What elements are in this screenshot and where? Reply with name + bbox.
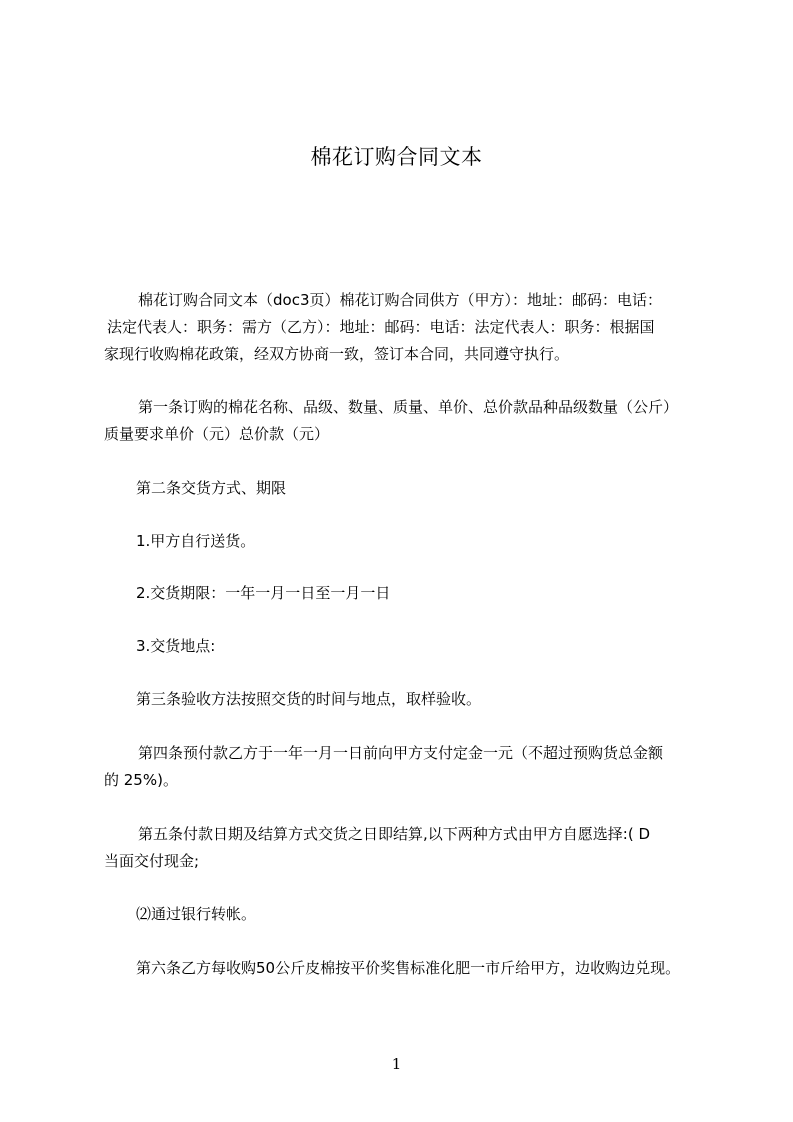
paragraph-line: 家现行收购棉花政策，经双方协商一致，签订本合同，共同遵守执行。 <box>104 345 570 363</box>
paragraph-line: 第四条预付款乙方于一年一月一日前向甲方支付定金一元（不超过预购货总金额 <box>138 744 664 762</box>
paragraph-article-4 <box>104 740 704 794</box>
paragraph-line: 第二条交货方式、期限 <box>136 479 287 497</box>
paragraph-line: 的 25%)。 <box>104 771 178 789</box>
paragraph-article-3 <box>104 686 704 713</box>
paragraph-line: 当面交付现金; <box>104 852 200 870</box>
paragraph-line: 第一条订购的棉花名称、品级、数量、质量、单价、总价款品种品级数量（公斤） <box>138 398 679 416</box>
paragraph-article-1 <box>104 394 704 448</box>
paragraph-article-6 <box>104 955 704 982</box>
paragraph-intro <box>104 287 704 368</box>
paragraph-item-1 <box>104 528 704 555</box>
paragraph-article-5 <box>104 821 704 875</box>
paragraph-article-2 <box>104 475 704 502</box>
paragraph-item-bank <box>104 901 704 928</box>
document-title: 棉花订购合同文本 <box>310 145 483 169</box>
paragraph-line: 法定代表人：职务：需方（乙方）：地址：邮码：电话：法定代表人：职务：根据国 <box>107 318 655 336</box>
page-number: 1 <box>391 1055 402 1073</box>
paragraph-line: 第三条验收方法按照交货的时间与地点，取样验收。 <box>136 690 482 708</box>
paragraph-line: 质量要求单价（元）总价款（元） <box>104 425 330 443</box>
paragraph-line: 第六条乙方每收购50公斤皮棉按平价奖售标准化肥一市斤给甲方，边收购边兑现。 <box>136 959 681 977</box>
paragraph-line: 3.交货地点: <box>136 637 216 655</box>
paragraph-line: 2.交货期限：一年一月一日至一月一日 <box>136 584 391 602</box>
paragraph-line: 第五条付款日期及结算方式交货之日即结算,以下两种方式由甲方自愿选择:( D <box>138 825 650 843</box>
paragraph-line: ⑵通过银行转帐。 <box>136 905 257 923</box>
paragraph-line: 棉花订购合同文本（doc3页）棉花订购合同供方（甲方）：地址：邮码：电话： <box>138 291 662 309</box>
paragraph-item-3 <box>104 633 704 660</box>
paragraph-line: 1.甲方自行送货。 <box>136 532 256 550</box>
paragraph-item-2 <box>104 580 704 607</box>
